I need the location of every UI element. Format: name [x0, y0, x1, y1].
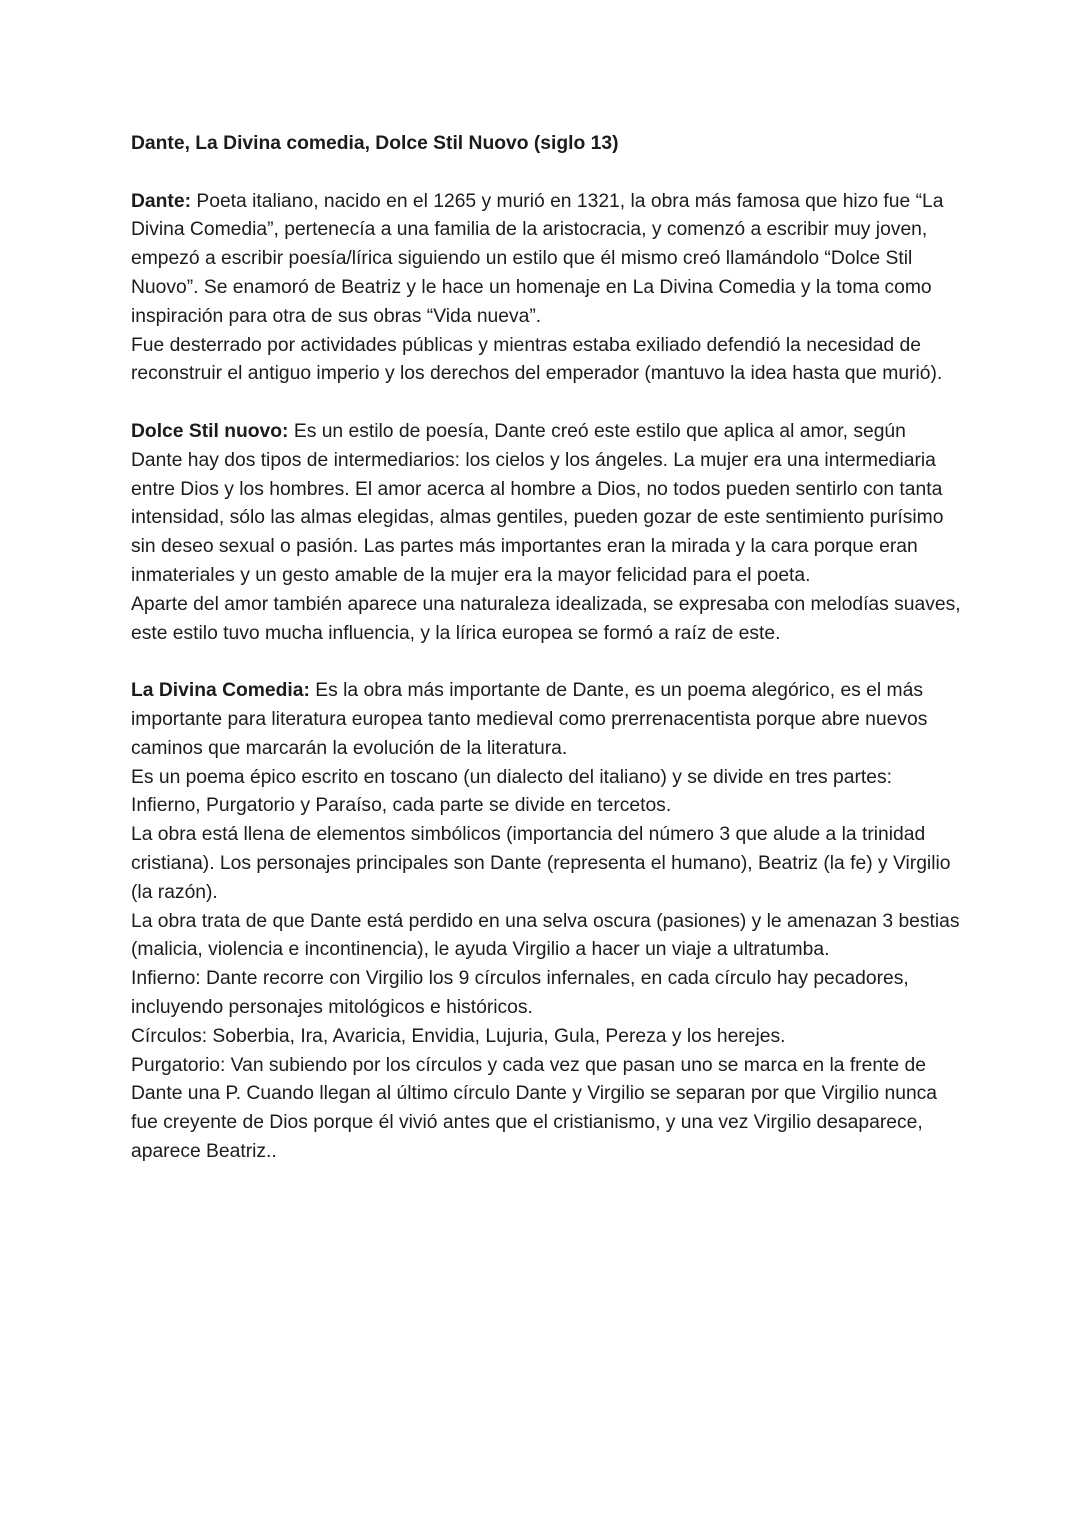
spacer — [131, 648, 961, 677]
document-page — [131, 130, 961, 1167]
paragraph: Es un poema épico escrito en toscano (un dialecto del italiano) y se divide en tres partes: — [131, 766, 892, 788]
paragraph: Fue desterrado por actividades públicas y mientras estaba exiliado defendió la necesidad de reconstruir el antiguo imperio y los derechos del emperador (mantuvo la idea hasta que murió). — [131, 334, 943, 385]
paragraph: Aparte del amor también aparece una naturaleza idealizada, se expresaba con melodías suaves, este estilo tuvo mucha influencia, y la lírica europea se formó a raíz de este. — [131, 593, 961, 644]
paragraph: Infierno, Purgatorio y Paraíso, cada parte se divide en tercetos. — [131, 795, 672, 817]
paragraph-text: Poeta italiano, nacido en el 1265 y murió en 1321, la obra más famosa que hizo fue “La Divina Comedia”, pertenecía a una familia de la aristocracia, y comenzó a escribir muy joven, empezó a escribir poesía/lírica siguiendo un estilo que él mismo creó llamándolo “Dolce Stil Nuovo”. Se enamoró de Beatriz y le hace un homenaje en La Divina Comedia y la toma como inspiración para otra de sus obras “Vida nueva”. — [131, 190, 944, 327]
section-divina-comedia — [131, 677, 961, 1167]
paragraph — [131, 188, 961, 332]
paragraph — [131, 677, 961, 763]
section-dante — [131, 188, 961, 390]
paragraph — [131, 418, 961, 591]
paragraph: Círculos: Soberbia, Ira, Avaricia, Envidia, Lujuria, Gula, Pereza y los herejes. — [131, 1025, 786, 1047]
paragraph: La obra está llena de elementos simbólicos (importancia del número 3 que alude a la trinidad cristiana). Los personajes principales son Dante (representa el humano), Beatriz (la fe) y Virgilio (la razón). — [131, 824, 951, 903]
paragraph: Infierno: Dante recorre con Virgilio los 9 círculos infernales, en cada círculo hay pecadores, incluyendo personajes mitológicos e históricos. — [131, 968, 909, 1018]
spacer — [131, 159, 961, 188]
document-title: Dante, La Divina comedia, Dolce Stil Nuovo (siglo 13) — [131, 133, 619, 154]
spacer — [131, 389, 961, 418]
section-term: Dante: — [131, 190, 191, 212]
section-term: Dolce Stil nuovo: — [131, 420, 289, 442]
paragraph: La obra trata de que Dante está perdido en una selva oscura (pasiones) y le amenazan 3 bestias (malicia, violencia e incontinencia), le ayuda Virgilio a hacer un viaje a ultratumba. — [131, 910, 960, 961]
section-term: La Divina Comedia: — [131, 680, 310, 702]
paragraph-text: Es un estilo de poesía, Dante creó este estilo que aplica al amor, según Dante hay dos tipos de intermediarios: los cielos y los ángeles. La mujer era una intermediaria entre Dios y los hombres. El amor acerca al hombre a Dios, no todos pueden sentirlo con tanta intensidad, sólo las almas elegidas, almas gentiles, pueden gozar de este sentimiento purísimo sin deseo sexual o pasión. Las partes más importantes eran la mirada y la cara porque eran inmateriales y un gesto amable de la mujer era la mayor felicidad para el poeta. — [131, 420, 944, 586]
paragraph-text: Es la obra más importante de Dante, es un poema alegórico, es el más importante para literatura europea tanto medieval como prerrenacentista porque abre nuevos caminos que marcarán la evolución de la literatura. — [131, 680, 928, 759]
section-dolce-stil-nuovo — [131, 418, 961, 648]
paragraph: Purgatorio: Van subiendo por los círculos y cada vez que pasan uno se marca en la frente de Dante una P. Cuando llegan al último círculo Dante y Virgilio se separan por que Virgilio nunca fue creyente de Dios porque él vivió antes que el cristianismo, y una vez Virgilio desaparece, aparece Beatriz.. — [131, 1054, 938, 1162]
